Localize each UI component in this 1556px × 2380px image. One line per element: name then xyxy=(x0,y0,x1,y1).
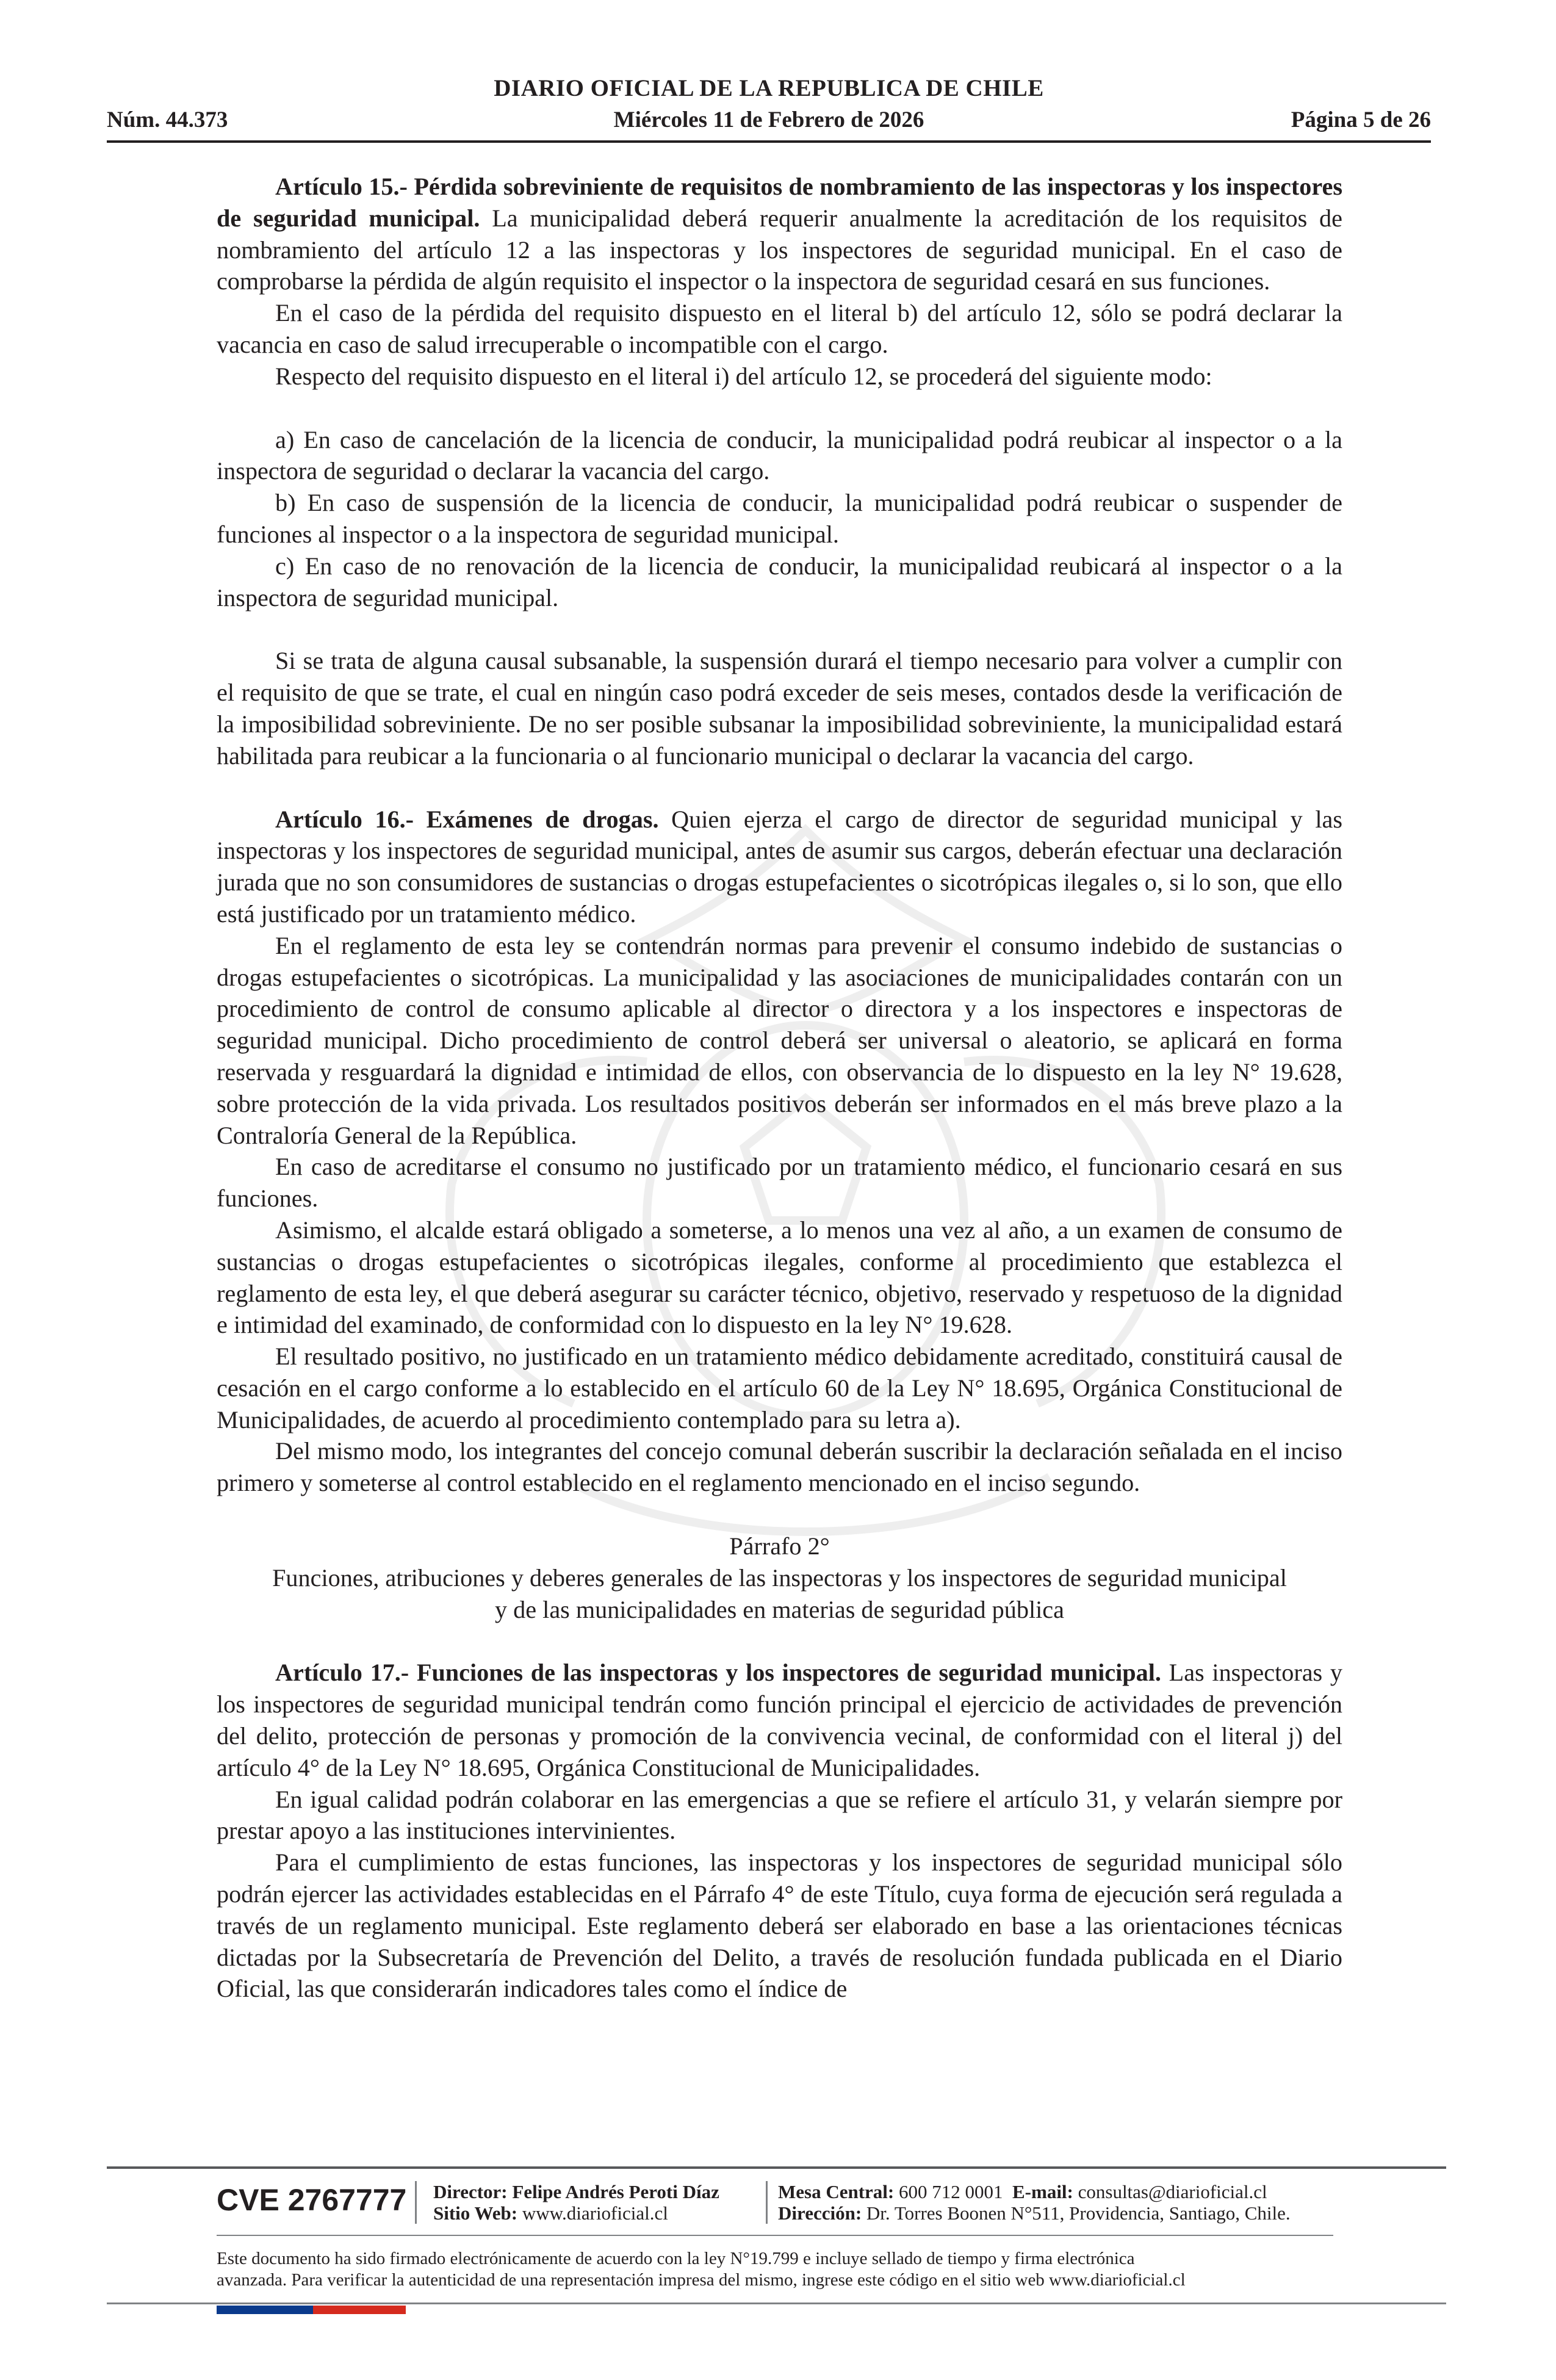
page-number: Página 5 de 26 xyxy=(1291,107,1431,132)
list-item-b: b) En caso de suspensión de la licencia de conducir, la municipalidad podrá reubicar o suspender de funciones al inspector o a la inspectora de seguridad municipal. xyxy=(217,489,1342,548)
page-header xyxy=(107,72,1431,144)
address-value: Dr. Torres Boonen N°511, Providencia, Santiago, Chile. xyxy=(862,2202,1291,2224)
footer-rule xyxy=(107,2166,1446,2169)
footer-separator xyxy=(415,2181,417,2224)
footer-director-block xyxy=(433,2181,719,2224)
article-15-text: La municipalidad deberá requerir anualmente la acreditación de los requisitos de nombramiento del artículo 12 a las inspectoras y los inspectores de seguridad municipal. En el caso de comprobarse la pérdida de algún requisito el inspector o la inspectora de seguridad cesará en sus funciones. xyxy=(217,204,1342,295)
document-body xyxy=(217,171,1342,2005)
web-link[interactable]: www.diarioficial.cl xyxy=(517,2202,668,2224)
footer-contact-block xyxy=(778,2181,1291,2224)
paragraph: Si se trata de alguna causal subsanable, la suspensión durará el tiempo necesario para volver a cumplir con el requisito de que se trate, el cual en ningún caso podrá exceder de seis meses, contados desde la verificación de la imposibilidad sobreviniente. De no ser posible subsanar la imposibilidad sobreviniente, la municipalidad estará habilitada para reubicar a la funcionaria o al funcionario municipal o declarar la vacancia del cargo. xyxy=(217,647,1342,770)
header-rule xyxy=(107,140,1431,143)
list-item-a: a) En caso de cancelación de la licencia de conducir, la municipalidad podrá reubicar al inspector o a la inspectora de seguridad o declarar la vacancia del cargo. xyxy=(217,425,1342,485)
email-link[interactable]: consultas@diarioficial.cl xyxy=(1073,2181,1267,2202)
footer-bottom-rule xyxy=(107,2302,1446,2304)
paragraph: Del mismo modo, los integrantes del concejo comunal deberán suscribir la declaración señalada en el inciso primero y someterse al control establecido en el reglamento mencionado en el inciso segundo. xyxy=(217,1437,1342,1497)
paragraph: Respecto del requisito dispuesto en el literal i) del artículo 12, se procederá del siguiente modo: xyxy=(275,362,1212,390)
paragraph: Para el cumplimiento de estas funciones, las inspectoras y los inspectores de seguridad municipal sólo podrán ejercer las actividades establecidas en el Párrafo 4° de este Título, cuya forma de ejecución será regulada a través de un reglamento municipal. Este reglamento deberá ser elaborado en base a las orientaciones técnicas dictadas por la Subsecretaría de Prevención del Delito, a través de resolución fundada publicada en el Diario Oficial, las que considerarán indicadores tales como el índice de xyxy=(217,1848,1342,2003)
issue-date: Miércoles 11 de Febrero de 2026 xyxy=(613,107,924,132)
list-item-c: c) En caso de no renovación de la licencia de conducir, la municipalidad reubicará al inspector o a la inspectora de seguridad municipal. xyxy=(217,552,1342,611)
mesa-label: Mesa Central: xyxy=(778,2181,895,2202)
email-label: E-mail: xyxy=(1012,2181,1073,2202)
cve-code: CVE 2767777 xyxy=(217,2183,407,2217)
paragraph: El resultado positivo, no justificado en un tratamiento médico debidamente acreditado, constituirá causal de cesación en el cargo conforme a lo establecido en el artículo 60 de la Ley N° 18.695, Orgánica Constitucional de Municipalidades, de acuerdo al procedimiento contemplado para su letra a). xyxy=(217,1343,1342,1433)
article-15-title: Artículo 15.- Pérdida sobreviniente de requisitos de nombramiento de las inspectoras y los inspectores de seguridad municipal. xyxy=(217,173,1342,232)
article-16-text: Quien ejerza el cargo de director de seguridad municipal y las inspectoras y los inspectores de seguridad municipal, antes de asumir sus cargos, deberán efectuar una declaración jurada que no son consumidores de sustancias o drogas estupefacientes o sicotrópicas ilegales o, si lo son, que ello está justificado por un tratamiento médico. xyxy=(217,805,1342,928)
paragraph: En el caso de la pérdida del requisito dispuesto en el literal b) del artículo 12, sólo se podrá declarar la vacancia en caso de salud irrecuperable o incompatible con el cargo. xyxy=(217,299,1342,358)
article-17-title: Artículo 17.- Funciones de las inspectoras y los inspectores de seguridad municipal. xyxy=(275,1659,1161,1687)
paragraph: En igual calidad podrán colaborar en las emergencias a que se refiere el artículo 31, y velarán siempre por prestar apoyo a las instituciones intervinientes. xyxy=(217,1785,1342,1845)
issue-number: Núm. 44.373 xyxy=(107,107,228,132)
section-subtitle-line2: y de las municipalidades en materias de seguridad pública xyxy=(495,1595,1064,1623)
paragraph: Asimismo, el alcalde estará obligado a someterse, a lo menos una vez al año, a un examen de consumo de sustancias o drogas estupefacientes o sicotrópicas ilegales, conforme al procedimiento que establezca el reglamento de esta ley, el que deberá asegurar su carácter técnico, objetivo, reservado y respetuoso de la dignidad e intimidad del examinado, de conformidad con lo dispuesto en la ley N° 19.628. xyxy=(217,1216,1342,1339)
article-16-intro xyxy=(217,804,1342,930)
director-label: Director: xyxy=(433,2181,508,2202)
article-16-title: Artículo 16.- Exámenes de drogas. xyxy=(275,805,659,833)
director-name: Felipe Andrés Peroti Díaz xyxy=(507,2181,719,2202)
article-17-text: Las inspectoras y los inspectores de seguridad municipal tendrán como función principal el ejercicio de actividades de prevención del delito, protección de personas y promoción de la convivencia vecinal, de conformidad con el literal j) del artículo 4° de la Ley N° 18.695, Orgánica Constitucional de Municipalidades. xyxy=(217,1659,1342,1781)
article-17-intro xyxy=(217,1657,1342,1783)
legal-notice xyxy=(217,2248,1376,2291)
mesa-phone: 600 712 0001 xyxy=(894,2181,1003,2202)
section-subtitle-line1: Funciones, atribuciones y deberes generales de las inspectoras y los inspectores de seguridad municipal xyxy=(272,1563,1287,1592)
legal-line-1: Este documento ha sido firmado electrónicamente de acuerdo con la ley N°19.799 e incluye sellado de tiempo y firma electrónica xyxy=(217,2249,1135,2268)
web-label: Sitio Web: xyxy=(433,2202,518,2224)
section-heading: Párrafo 2° xyxy=(729,1532,830,1560)
flag-stripe-red xyxy=(313,2306,406,2314)
paragraph: En caso de acreditarse el consumo no justificado por un tratamiento médico, el funcionario cesará en sus funciones. xyxy=(217,1153,1342,1213)
article-15-intro xyxy=(217,171,1342,297)
legal-line-2: avanzada. Para verificar la autenticidad de una representación impresa del mismo, ingrese este código en el sitio web www.diarioficial.cl xyxy=(217,2270,1186,2290)
publication-title: DIARIO OFICIAL DE LA REPUBLICA DE CHILE xyxy=(494,75,1044,101)
paragraph: En el reglamento de esta ley se contendrán normas para prevenir el consumo indebido de sustancias o drogas estupefacientes o sicotrópicas. La municipalidad y las asociaciones de municipalidades contarán con un procedimiento de control de consumo aplicable al director o directora y a los inspectores e inspectoras de seguridad municipal. Dicho procedimiento de control deberá ser universal o aleatorio, se aplicará en forma reservada y resguardará la dignidad e intimidad de ellos, con observancia de lo dispuesto en la ley N° 19.628, sobre protección de la vida privada. Los resultados positivos deberán ser informados en el más breve plazo a la Contraloría General de la República. xyxy=(217,931,1342,1149)
footer-inner-rule xyxy=(217,2235,1333,2236)
footer-separator xyxy=(766,2181,768,2224)
address-label: Dirección: xyxy=(778,2202,862,2224)
flag-stripe-blue xyxy=(217,2306,313,2314)
